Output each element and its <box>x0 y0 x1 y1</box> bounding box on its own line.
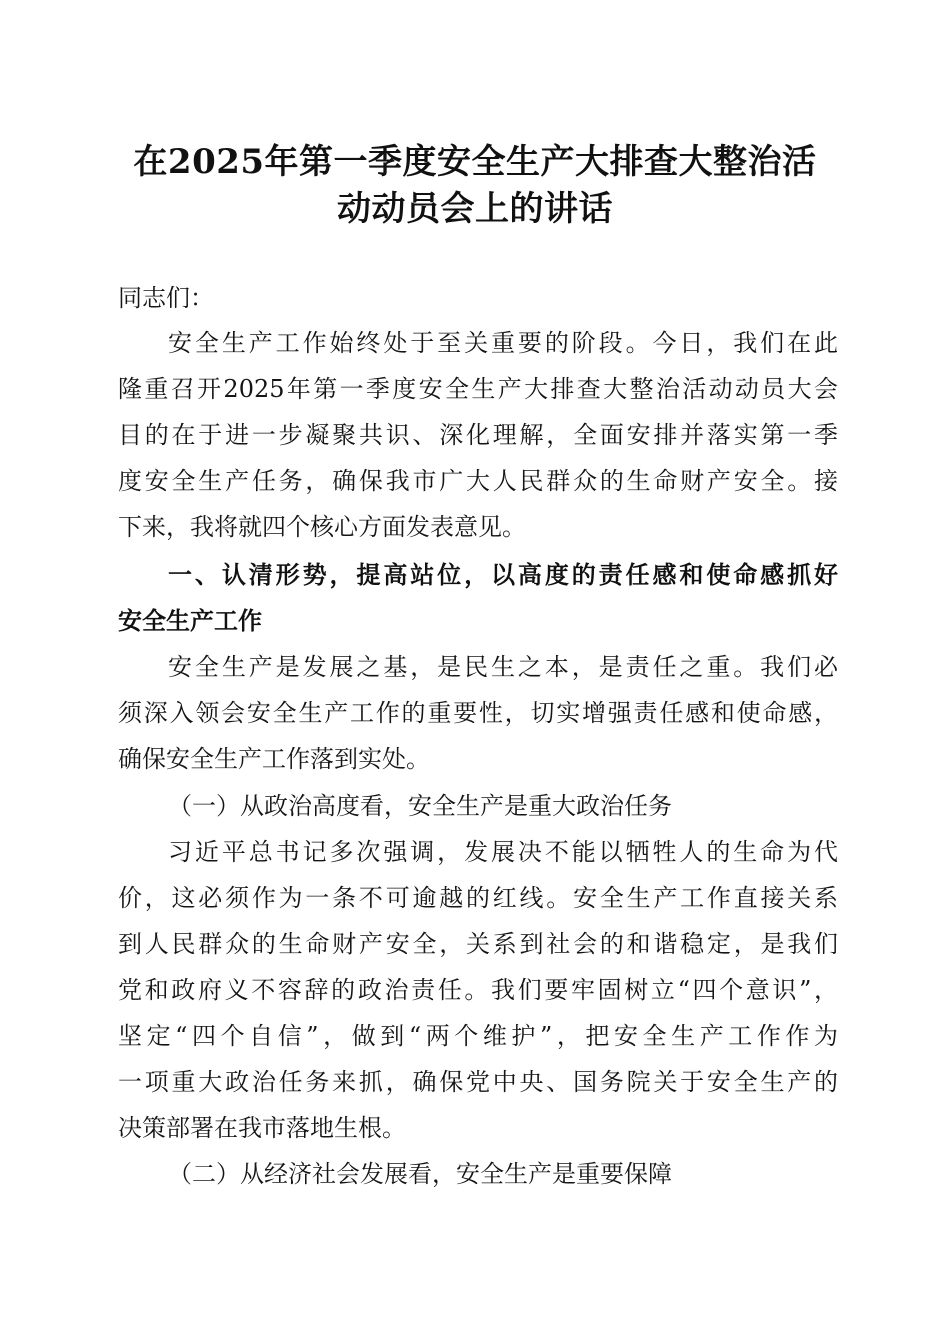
section-heading: 安全生产工作 <box>118 607 262 635</box>
subsection-paragraph-line: 党和政府义不容辞的政治责任。我们要牢固树立“四个意识”， <box>118 976 838 1004</box>
section-heading: 一、认清形势，提高站位，以高度的责任感和使命感抓好 <box>168 561 838 589</box>
subsection-paragraph-line: 坚定“四个自信”，做到“两个维护”，把安全生产工作作为 <box>118 1022 838 1050</box>
intro-line: 下来，我将就四个核心方面发表意见。 <box>118 513 526 541</box>
subsection-paragraph-line: 一项重大政治任务来抓，确保党中央、国务院关于安全生产的 <box>118 1068 838 1096</box>
subsection-paragraph-line: 决策部署在我市落地生根。 <box>118 1114 406 1142</box>
section-paragraph-line: 须深入领会安全生产工作的重要性，切实增强责任感和使命感， <box>118 699 838 727</box>
subsection-paragraph-line: 价，这必须作为一条不可逾越的红线。安全生产工作直接关系 <box>118 884 838 912</box>
intro-line: 隆重召开2025年第一季度安全生产大排查大整治活动动员大会 <box>118 375 838 403</box>
subsection-paragraph-line: 习近平总书记多次强调，发展决不能以牺牲人的生命为代 <box>168 838 838 866</box>
subsection-paragraph-line: 到人民群众的生命财产安全，关系到社会的和谐稳定，是我们 <box>118 930 838 958</box>
section-paragraph-line: 安全生产是发展之基，是民生之本，是责任之重。我们必 <box>168 653 838 681</box>
subsection-heading: （二）从经济社会发展看，安全生产是重要保障 <box>168 1160 672 1188</box>
section-paragraph-line: 确保安全生产工作落到实处。 <box>118 745 430 773</box>
salutation: 同志们： <box>118 284 214 312</box>
document-title-line-2: 动动员会上的讲话 <box>337 189 613 229</box>
subsection-heading: （一）从政治高度看，安全生产是重大政治任务 <box>168 792 672 820</box>
document-title-line-1: 在2025年第一季度安全生产大排查大整治活 <box>133 142 817 182</box>
intro-line: 目的在于进一步凝聚共识、深化理解，全面安排并落实第一季 <box>118 421 838 449</box>
intro-line: 安全生产工作始终处于至关重要的阶段。今日，我们在此 <box>168 329 838 357</box>
intro-line: 度安全生产任务，确保我市广大人民群众的生命财产安全。接 <box>118 467 838 495</box>
